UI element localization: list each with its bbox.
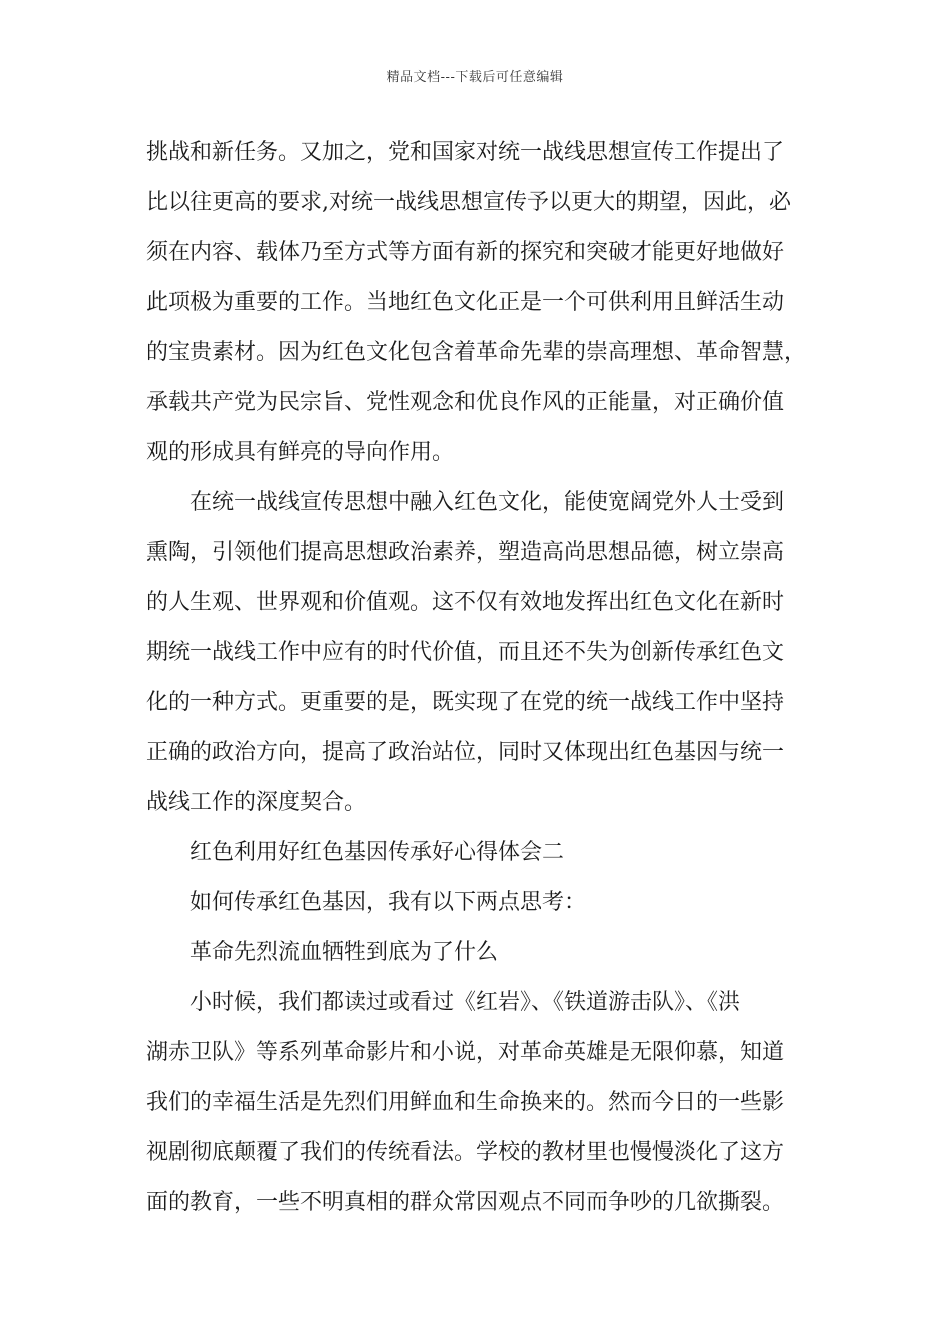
- text-line: 湖赤卫队》等系列革命影片和小说，对革命英雄是无限仰慕，知道: [146, 1040, 785, 1065]
- text-line: 正确的政治方向，提高了政治站位，同时又体现出红色基因与统一: [146, 740, 785, 765]
- text-line: 的人生观、世界观和价值观。这不仅有效地发挥出红色文化在新时: [146, 590, 785, 615]
- text-line: 化的一种方式。更重要的是，既实现了在党的统一战线工作中坚持: [146, 690, 785, 715]
- text-line: 期统一战线工作中应有的时代价值，而且还不失为创新传承红色文: [146, 640, 785, 665]
- text-line: 视剧彻底颠覆了我们的传统看法。学校的教材里也慢慢淡化了这方: [146, 1140, 785, 1165]
- text-line: 承载共产党为民宗旨、党性观念和优良作风的正能量，对正确价值: [146, 390, 785, 415]
- text-line: 面的教育，一些不明真相的群众常因观点不同而争吵的几欲撕裂。: [146, 1190, 785, 1215]
- text-line: 比以往更高的要求,对统一战线思想宣传予以更大的期望，因此，必: [146, 190, 791, 215]
- text-line: 战线工作的深度契合。: [146, 790, 367, 815]
- paragraph-start-line: 小时候，我们都读过或看过《红岩》、《铁道游击队》、《洪: [190, 990, 741, 1015]
- text-line: 熏陶，引领他们提高思想政治素养，塑造高尚思想品德，树立崇高: [146, 540, 785, 565]
- section-heading: 红色利用好红色基因传承好心得体会二: [190, 840, 565, 865]
- text-line: 须在内容、载体乃至方式等方面有新的探究和突破才能更好地做好: [146, 240, 785, 265]
- text-line: 观的形成具有鲜亮的导向作用。: [146, 440, 455, 465]
- text-line: 我们的幸福生活是先烈们用鲜血和生命换来的。然而今日的一些影: [146, 1090, 785, 1115]
- page-header: 精品文档---下载后可任意编辑: [386, 70, 564, 85]
- text-line: 的宝贵素材。因为红色文化包含着革命先辈的崇高理想、革命智慧，: [146, 340, 807, 365]
- text-line: 此项极为重要的工作。当地红色文化正是一个可供利用且鲜活生动: [146, 290, 785, 315]
- document-body: [146, 128, 808, 1228]
- subheading: 革命先烈流血牺牲到底为了什么: [190, 940, 499, 965]
- paragraph-start-line: 在统一战线宣传思想中融入红色文化，能使宽阔党外人士受到: [190, 490, 785, 515]
- paragraph-start-line: 如何传承红色基因，我有以下两点思考：: [190, 890, 587, 915]
- text-line: 挑战和新任务。又加之，党和国家对统一战线思想宣传工作提出了: [146, 140, 785, 165]
